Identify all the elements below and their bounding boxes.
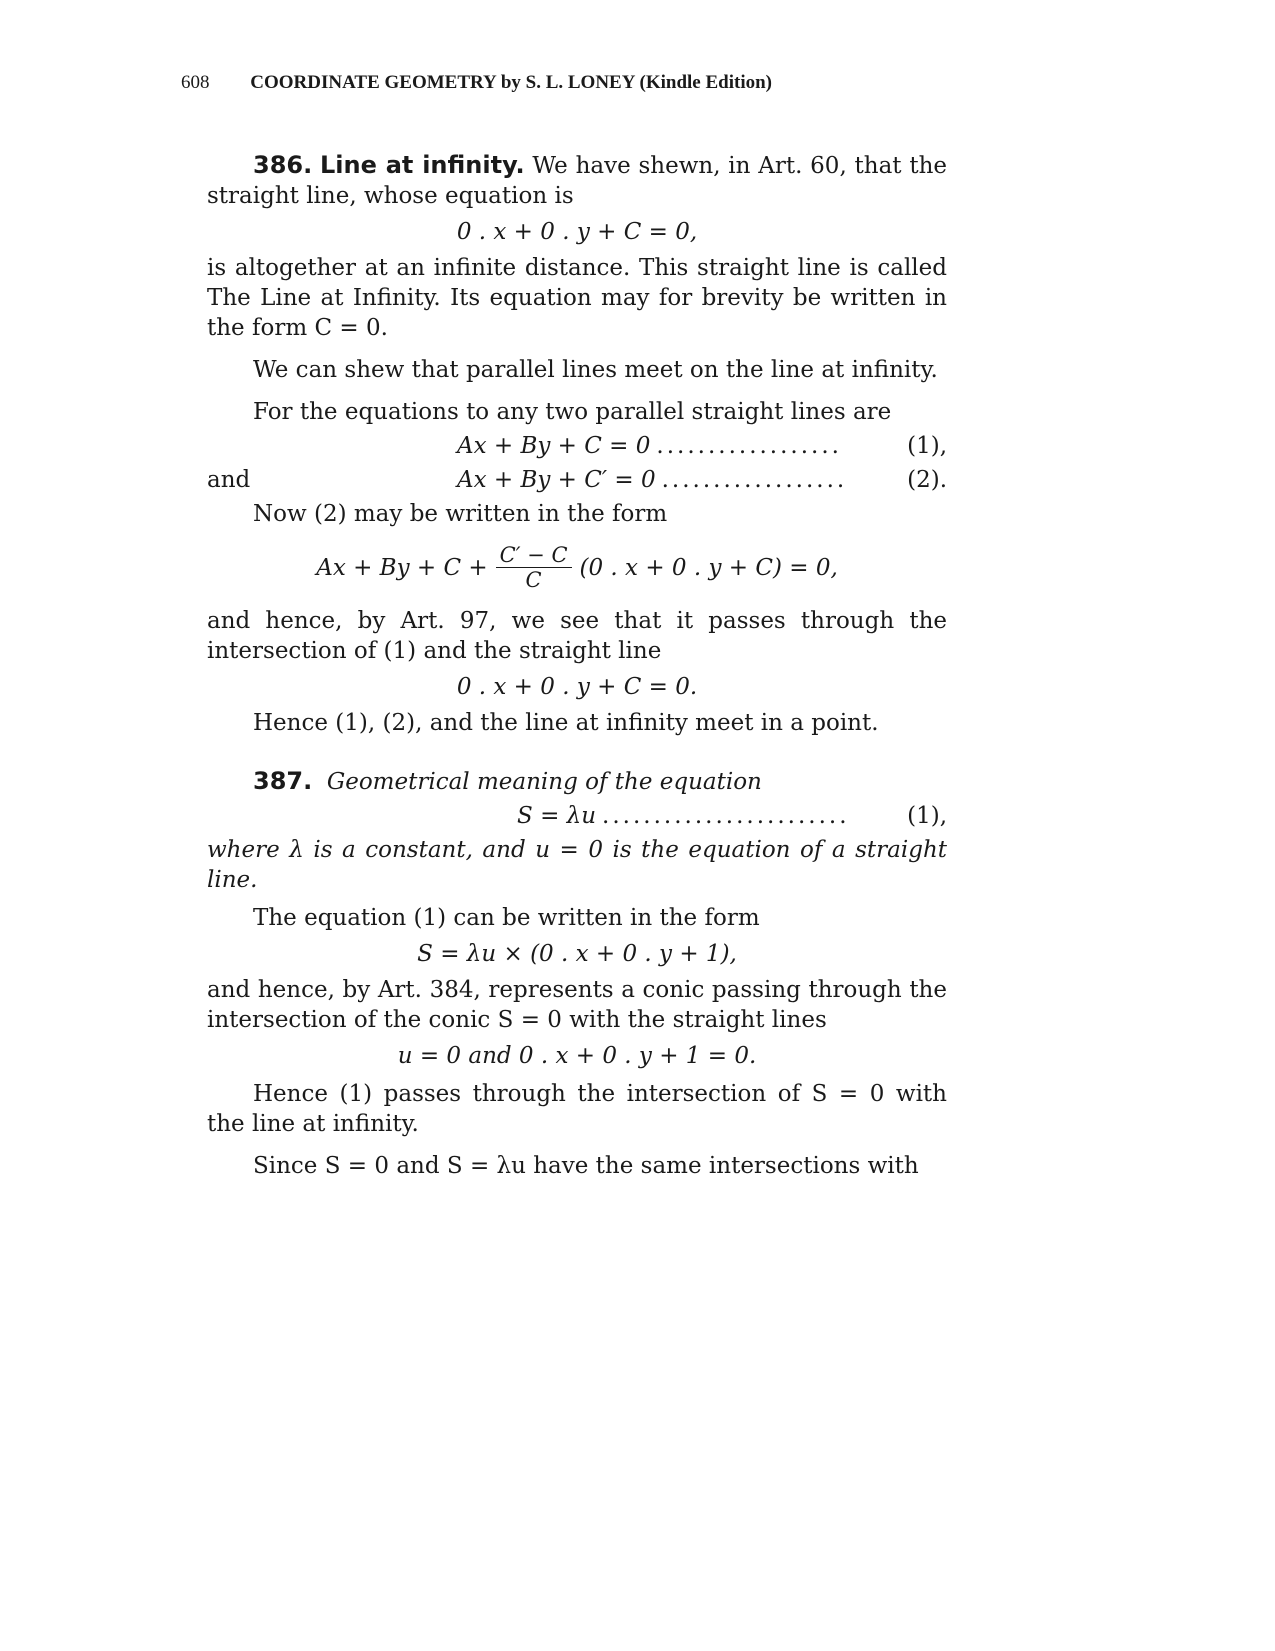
art387-paragraph-4: Since S = 0 and S = λu have the same intersections with (253, 1153, 919, 1179)
page-body (207, 150, 947, 1181)
running-header (181, 72, 772, 94)
art387-title: Geometrical meaning of the equation (326, 769, 762, 795)
page-number: 608 (181, 72, 210, 93)
fraction-denominator: C (525, 568, 542, 592)
eq-line-1-expression: Ax + By + C = 0 (457, 433, 651, 459)
art387-eq-leader: ........................ (602, 803, 850, 829)
art387-equation-1: S = λu × (0 . x + 0 . y + 1), (417, 941, 737, 967)
art387-eq-number: (1), (907, 803, 947, 829)
running-title: COORDINATE GEOMETRY by S. L. LONEY (Kindle Edition) (250, 72, 772, 93)
eq-line-1-leader: .................. (656, 433, 842, 459)
fraction (496, 543, 572, 592)
art386-intro-text: We have shewn, in Art. 60, that the straight line, whose equation is (207, 153, 947, 209)
art386-paragraph-1: is altogether at an infinite distance. This straight line is called The Line at Infinity. Its equation may for brevity be written in the form C = 0. (207, 255, 947, 341)
art386-equation-line-1 (207, 431, 947, 461)
eq-line-2-leader: .................. (661, 467, 848, 493)
art387-paragraph-1: The equation (1) can be written in the form (253, 905, 760, 931)
art387-number: 387. (253, 767, 313, 795)
art386-paragraph-2: We can shew that parallel lines meet on the line at infinity. (253, 357, 938, 383)
fraction-numerator: C′ − C (496, 543, 572, 568)
art386-equation-1: 0 . x + 0 . y + C = 0, (456, 219, 698, 245)
art386-paragraph-6: Hence (1), (2), and the line at infinity meet in a point. (253, 710, 879, 736)
art387-paragraph-3: Hence (1) passes through the intersection of S = 0 with the line at infinity. (207, 1081, 947, 1137)
eq-line-2-number: (2). (907, 467, 947, 493)
fraction-equation-left: Ax + By + C + (316, 554, 488, 581)
art387-where-clause: where λ is a constant, and u = 0 is the equation of a straight line. (207, 837, 947, 893)
art386-paragraph-3: For the equations to any two parallel straight lines are (253, 399, 892, 425)
art386-paragraph-5: and hence, by Art. 97, we see that it passes through the intersection of (1) and the straight line (207, 608, 947, 664)
art387-equation-line (207, 801, 947, 831)
art386-fraction-equation (207, 543, 947, 592)
art387-eq-expression: S = λu (517, 803, 597, 829)
art386-equation-2: 0 . x + 0 . y + C = 0. (456, 674, 698, 700)
art386-paragraph-4: Now (2) may be written in the form (253, 501, 668, 527)
art387-paragraph-2: and hence, by Art. 384, represents a conic passing through the intersection of the conic S = 0 with the straight lines (207, 977, 947, 1033)
art386-number: 386. (253, 151, 313, 179)
fraction-equation-right: (0 . x + 0 . y + C) = 0, (579, 554, 838, 581)
art387-heading (207, 766, 947, 797)
art386-equation-line-2 (207, 465, 947, 495)
art387-equation-2: u = 0 and 0 . x + 0 . y + 1 = 0. (397, 1043, 757, 1069)
art386-intro (207, 150, 947, 211)
eq-line-2-label: and (207, 467, 251, 493)
eq-line-2-expression: Ax + By + C′ = 0 (457, 467, 656, 493)
art386-title: Line at infinity. (320, 151, 525, 179)
eq-line-1-number: (1), (907, 433, 947, 459)
